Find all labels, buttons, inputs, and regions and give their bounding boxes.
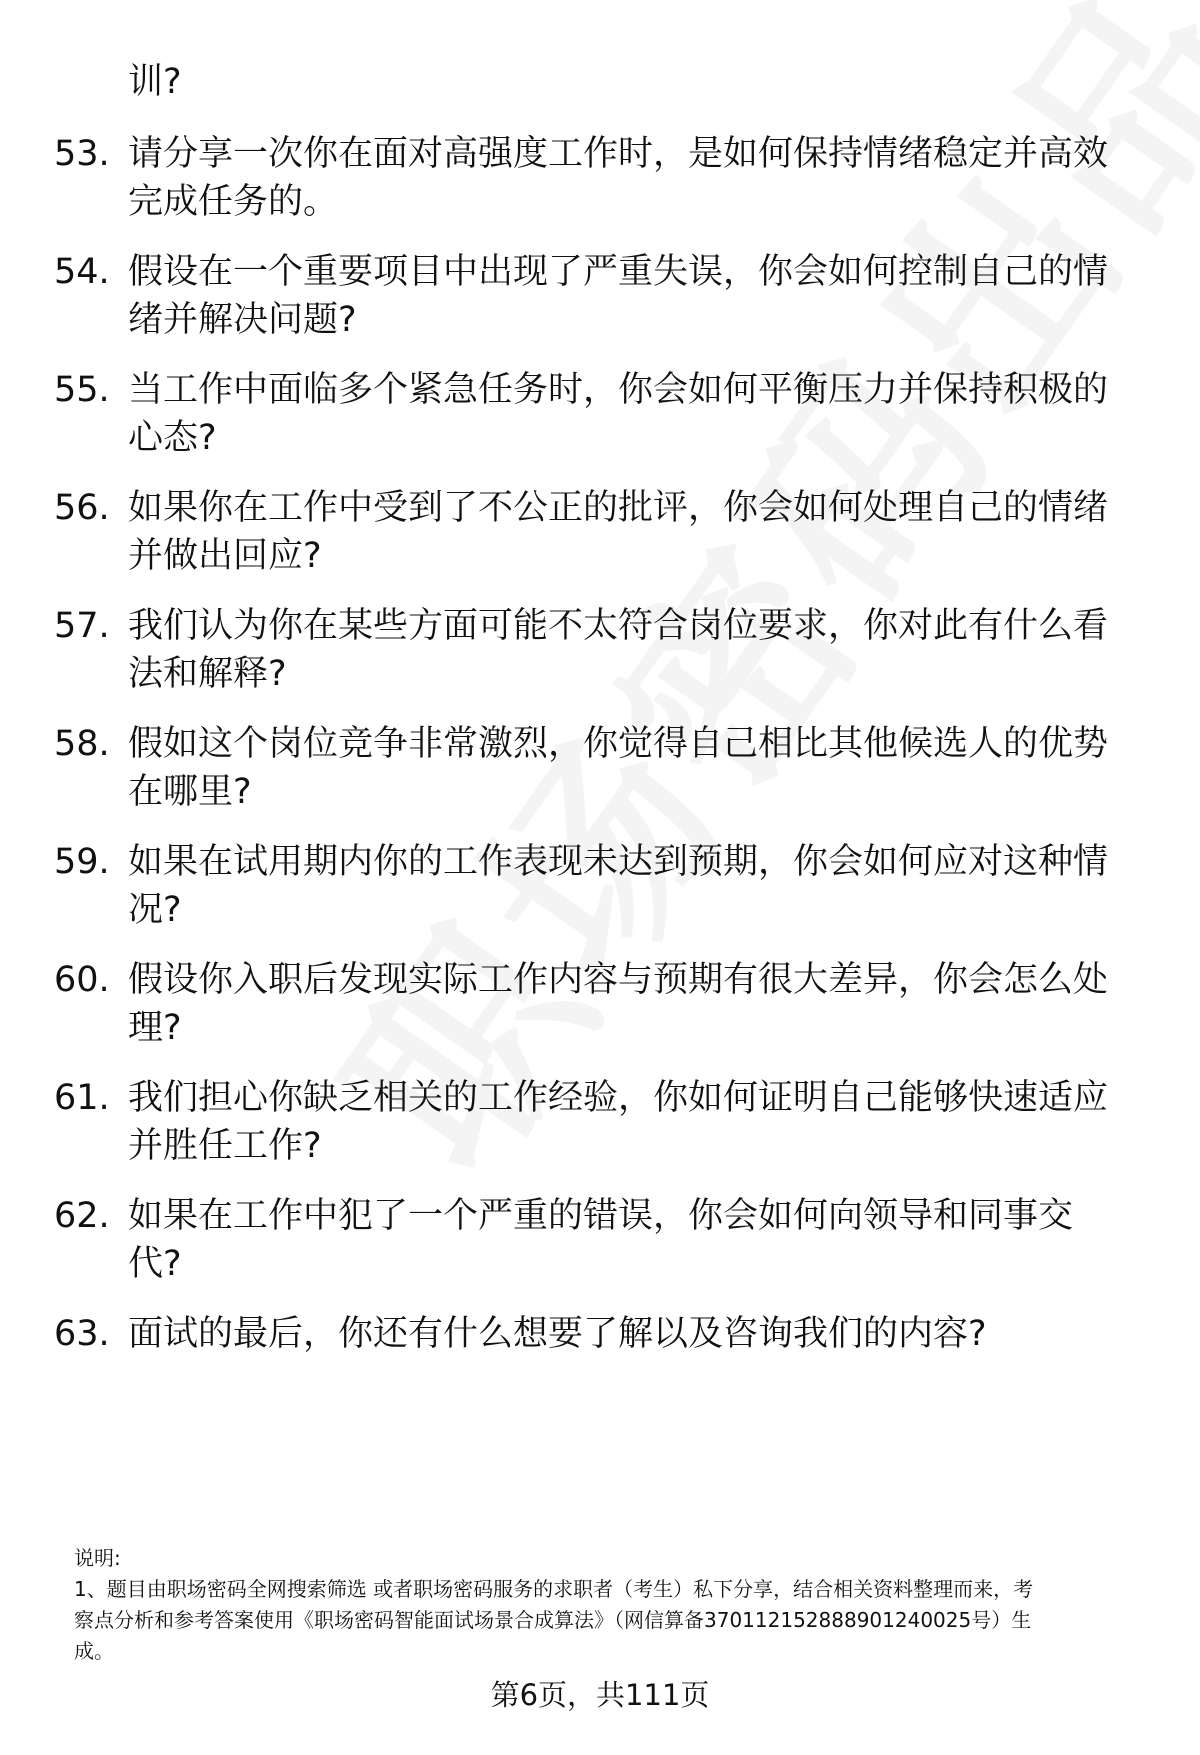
- question-number: 56.: [54, 488, 110, 528]
- question-number: 61.: [54, 1078, 110, 1118]
- question-line: 法和解释?: [128, 654, 287, 694]
- question-line: 假如这个岗位竞争非常激烈，你觉得自己相比其他候选人的优势: [128, 724, 1109, 764]
- question-number: 57.: [54, 606, 110, 646]
- question-number: 62.: [54, 1196, 110, 1236]
- question-line: 如果在试用期内你的工作表现未达到预期，你会如何应对这种情: [128, 842, 1109, 882]
- question-text: [128, 1074, 1138, 1170]
- question-number: 59.: [54, 842, 110, 882]
- question-number: 60.: [54, 960, 110, 1000]
- question-line: 我们认为你在某些方面可能不太符合岗位要求，你对此有什么看: [128, 606, 1109, 646]
- question-line: 心态?: [128, 418, 217, 458]
- question-line: 面试的最后，你还有什么想要了解以及咨询我们的内容?: [128, 1314, 987, 1354]
- note-line: 察点分析和参考答案使用《职场密码智能面试场景合成算法》（网信算备370112152888901240025号）生: [74, 1608, 1032, 1632]
- question-number: 54.: [54, 252, 110, 292]
- question-text: [128, 248, 1138, 344]
- question-line: 假设你入职后发现实际工作内容与预期有很大差异，你会怎么处: [128, 960, 1109, 1000]
- note-line: 成。: [74, 1639, 114, 1663]
- question-number: 55.: [54, 370, 110, 410]
- question-line: 代?: [128, 1244, 182, 1284]
- question-number: 58.: [54, 724, 110, 764]
- question-number: 53.: [54, 134, 110, 174]
- page-number: 第6页，共111页: [490, 1678, 710, 1712]
- question-line: 请分享一次你在面对高强度工作时，是如何保持情绪稳定并高效: [128, 134, 1109, 174]
- question-line: 我们担心你缺乏相关的工作经验，你如何证明自己能够快速适应: [128, 1078, 1109, 1118]
- question-number: 63.: [54, 1314, 110, 1354]
- question-line: 绪并解决问题?: [128, 300, 357, 340]
- question-line: 并做出回应?: [128, 536, 322, 576]
- question-text: [128, 130, 1138, 226]
- question-line: 如果你在工作中受到了不公正的批评，你会如何处理自己的情绪: [128, 488, 1109, 528]
- question-line: 并胜任工作?: [128, 1126, 322, 1166]
- question-line: 理?: [128, 1008, 182, 1048]
- question-line: 完成任务的。: [128, 182, 339, 222]
- question-line: 当工作中面临多个紧急任务时，你会如何平衡压力并保持积极的: [128, 370, 1109, 410]
- note-line: 1、题目由职场密码全网搜索筛选 或者职场密码服务的求职者（考生）私下分享，结合相关资料整理而来，考: [74, 1577, 1034, 1601]
- continuation-text: 训?: [128, 62, 182, 102]
- question-line: 况?: [128, 890, 182, 930]
- question-text: [128, 1310, 1138, 1358]
- question-text: [128, 1192, 1138, 1288]
- question-text: [128, 720, 1138, 816]
- question-text: [128, 602, 1138, 698]
- question-line: 假设在一个重要项目中出现了严重失误，你会如何控制自己的情: [128, 252, 1109, 292]
- question-line: 在哪里?: [128, 772, 252, 812]
- question-text: [128, 838, 1138, 934]
- question-text: [128, 366, 1138, 462]
- question-line: 如果在工作中犯了一个严重的错误，你会如何向领导和同事交: [128, 1196, 1074, 1236]
- question-text: [128, 956, 1138, 1052]
- explanation-note: [74, 1543, 1154, 1667]
- note-heading: 说明:: [74, 1546, 121, 1570]
- question-text: [128, 484, 1138, 580]
